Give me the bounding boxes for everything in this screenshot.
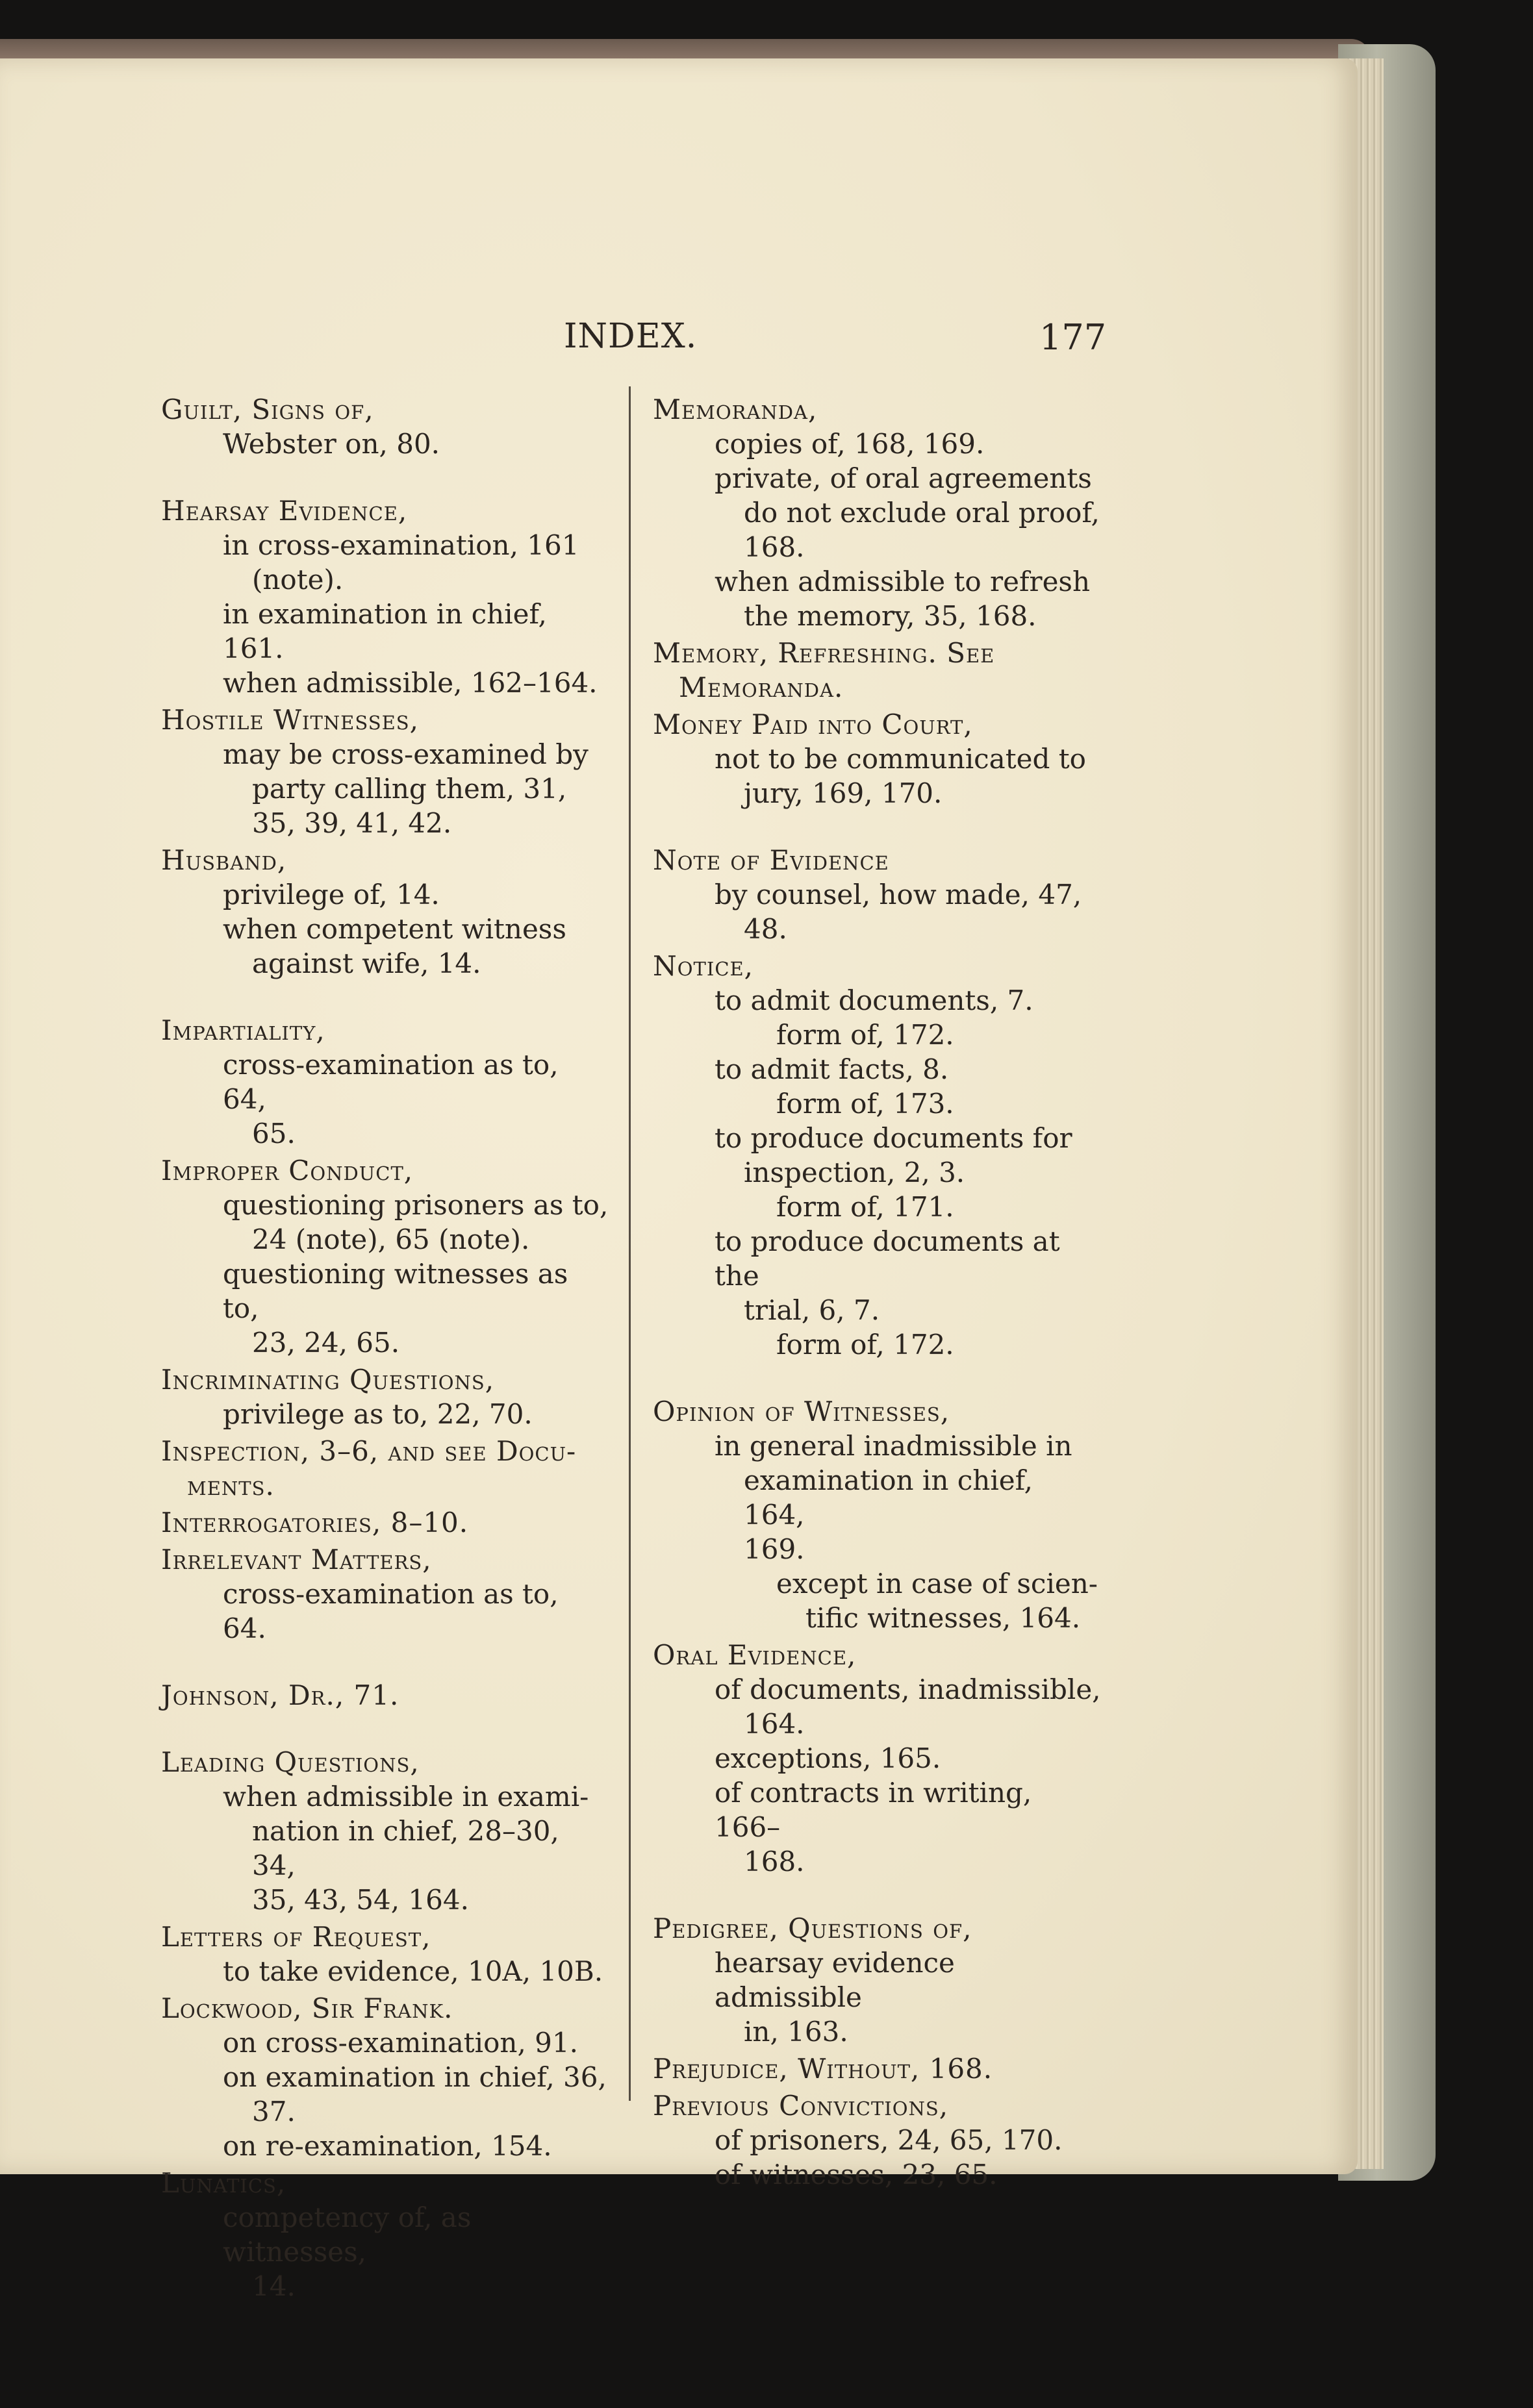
- index-subentry-text: copies of, 168, 169.: [715, 428, 985, 460]
- index-entry: [653, 1394, 1101, 1635]
- book-page: [0, 58, 1358, 2302]
- index-heading-text: Memoranda,: [653, 394, 818, 425]
- index-heading: [161, 1920, 609, 1954]
- index-subentry-text: may be cross-examined by: [223, 738, 589, 770]
- index-subentry-continuation: 164.: [744, 1708, 805, 1740]
- index-heading: [653, 843, 1101, 877]
- index-subentry-text: when admissible in exami-: [223, 1781, 589, 1812]
- index-heading: [653, 392, 1101, 427]
- index-subentry: [161, 1257, 609, 1360]
- index-entry: [161, 1678, 609, 1712]
- index-subentry-text: on examination in chief, 36,: [223, 2061, 607, 2093]
- index-heading-text: Oral Evidence,: [653, 1639, 857, 1671]
- index-entry: [161, 1745, 609, 1917]
- index-subentry: [161, 737, 609, 840]
- index-subentry-text: of witnesses, 23, 65.: [715, 2159, 998, 2190]
- index-entry: [653, 949, 1101, 1362]
- index-heading: [161, 392, 609, 427]
- index-subentry: [653, 427, 1101, 461]
- index-heading: [653, 949, 1101, 983]
- index-subentry-continuation: examination in chief, 164,: [744, 1464, 1033, 1531]
- index-subentry-text: in examination in chief, 161.: [223, 598, 547, 664]
- index-subentry: [653, 877, 1101, 946]
- index-entry: [161, 1542, 609, 1646]
- page-title: INDEX.: [564, 317, 698, 356]
- index-heading: [161, 1542, 609, 1577]
- index-entry: [161, 703, 609, 840]
- index-subentry: [653, 2157, 1101, 2192]
- index-heading-text: Johnson, Dr., 71.: [161, 1679, 399, 1711]
- index-subentry: [653, 2123, 1101, 2157]
- index-heading: [161, 494, 609, 528]
- index-entry: [653, 392, 1101, 633]
- index-subentry: [161, 2025, 609, 2060]
- index-subentry-continuation: jury, 169, 170.: [744, 777, 943, 809]
- page-number: 177: [1039, 317, 1107, 358]
- index-entry: [161, 1920, 609, 1988]
- index-subentry: [653, 1224, 1101, 1327]
- index-subentry: [653, 1946, 1101, 2049]
- index-subentry-text: in cross-examination, 161: [223, 529, 579, 561]
- index-subentry-text: on re-examination, 154.: [223, 2130, 552, 2162]
- index-heading: [161, 1362, 609, 1397]
- index-heading-text: Memory, Refreshing. See: [653, 637, 995, 669]
- index-subentry-continuation: against wife, 14.: [252, 947, 481, 979]
- index-subentry: [653, 1121, 1101, 1190]
- index-subentry-continuation: (note).: [252, 564, 344, 596]
- index-subentry-text: not to be communicated to: [715, 743, 1086, 775]
- index-subentry-continuation: 14.: [252, 2270, 296, 2302]
- index-subentry: [653, 1429, 1101, 1566]
- index-subentry-text: to produce documents at the: [715, 1225, 1060, 1292]
- index-subentry: [653, 983, 1101, 1018]
- index-subentry-text: form of, 172.: [776, 1329, 954, 1361]
- index-heading-continuation: Memoranda.: [679, 671, 844, 703]
- index-subentry-text: of documents, inadmissible,: [715, 1674, 1101, 1705]
- index-subentry: [161, 877, 609, 912]
- index-heading: [653, 1638, 1101, 1672]
- index-entry: [653, 636, 1101, 705]
- index-heading-text: Prejudice, Without, 168.: [653, 2053, 993, 2085]
- index-heading: [161, 843, 609, 877]
- index-subentry: [653, 1086, 1101, 1121]
- index-heading: [161, 703, 609, 737]
- index-entry: [653, 1638, 1101, 1879]
- index-subentry-continuation: 24 (note), 65 (note).: [252, 1223, 530, 1255]
- index-subentry-text: to take evidence, 10A, 10B.: [223, 1955, 603, 1987]
- index-heading: [161, 1991, 609, 2025]
- index-heading: [653, 2051, 1101, 2086]
- index-column-right: [653, 390, 1101, 2192]
- index-subentry: [161, 1047, 609, 1151]
- index-subentry: [653, 1672, 1101, 1741]
- index-heading-text: Lockwood, Sir Frank.: [161, 1992, 453, 2024]
- index-entry: [161, 392, 609, 461]
- index-subentry-continuation: 65.: [252, 1118, 296, 1149]
- index-subentry-text: privilege as to, 22, 70.: [223, 1398, 533, 1430]
- index-heading: [161, 1745, 609, 1779]
- index-subentry: [653, 1018, 1101, 1052]
- index-subentry-continuation: 168.: [744, 531, 805, 563]
- index-subentry-text: Webster on, 80.: [223, 428, 440, 460]
- index-subentry-continuation: 48.: [744, 913, 787, 945]
- index-subentry-text: form of, 172.: [776, 1019, 954, 1051]
- index-subentry-text: to admit facts, 8.: [715, 1053, 949, 1085]
- index-subentry-continuation: the memory, 35, 168.: [744, 600, 1037, 632]
- index-heading: [653, 1394, 1101, 1429]
- index-subentry: [161, 597, 609, 666]
- index-subentry-text: cross-examination as to, 64,: [223, 1049, 559, 1115]
- index-subentry: [161, 2200, 609, 2303]
- index-subentry-continuation: party calling them, 31,: [252, 773, 567, 805]
- index-subentry-continuation: 37.: [252, 2096, 296, 2127]
- index-subentry: [653, 1566, 1101, 1635]
- index-entry: [161, 1362, 609, 1431]
- index-subentry-text: of prisoners, 24, 65, 170.: [715, 2124, 1063, 2156]
- running-head: [0, 317, 1358, 362]
- index-subentry-text: form of, 173.: [776, 1088, 954, 1120]
- index-subentry-text: exceptions, 165.: [715, 1742, 941, 1774]
- index-subentry-continuation: trial, 6, 7.: [744, 1294, 880, 1326]
- index-entry: [161, 1505, 609, 1540]
- index-subentry-text: when admissible, 162–164.: [223, 667, 598, 699]
- index-subentry-continuation: 35, 43, 54, 164.: [252, 1884, 469, 1916]
- index-subentry-text: on cross-examination, 91.: [223, 2027, 578, 2059]
- index-heading-text: Hostile Witnesses,: [161, 704, 419, 736]
- index-subentry: [653, 1741, 1101, 1775]
- index-heading: [653, 707, 1101, 742]
- index-subentry-text: when competent witness: [223, 913, 566, 945]
- index-subentry-text: by counsel, how made, 47,: [715, 879, 1082, 910]
- index-heading-text: Letters of Request,: [161, 1921, 431, 1953]
- index-entry: [161, 843, 609, 981]
- index-subentry: [161, 427, 609, 461]
- index-entry: [161, 1153, 609, 1360]
- index-subentry: [653, 742, 1101, 810]
- index-heading-text: Pedigree, Questions of,: [653, 1913, 972, 1944]
- index-heading: [161, 1505, 609, 1540]
- index-subentry: [161, 2060, 609, 2129]
- index-heading-text: Improper Conduct,: [161, 1155, 414, 1186]
- index-heading-text: Impartiality,: [161, 1014, 325, 1046]
- index-subentry-continuation: 23, 24, 65.: [252, 1327, 400, 1359]
- index-subentry-continuation: nation in chief, 28–30, 34,: [252, 1815, 559, 1881]
- index-subentry-continuation: in, 163.: [744, 2016, 848, 2048]
- index-subentry-continuation: tific witnesses, 164.: [805, 1602, 1081, 1634]
- index-entry: [653, 1911, 1101, 2049]
- index-heading-text: Money Paid into Court,: [653, 709, 973, 740]
- index-heading-text: Opinion of Witnesses,: [653, 1396, 950, 1427]
- index-subentry-text: questioning witnesses as to,: [223, 1258, 568, 1324]
- index-heading-text: Irrelevant Matters,: [161, 1544, 432, 1575]
- index-entry: [653, 707, 1101, 810]
- index-heading-text: Note of Evidence: [653, 844, 889, 876]
- index-entry: [161, 1434, 609, 1503]
- index-subentry-continuation: 35, 39, 41, 42.: [252, 807, 452, 839]
- index-subentry-continuation: inspection, 2, 3.: [744, 1157, 965, 1188]
- index-subentry: [161, 2129, 609, 2163]
- index-subentry: [161, 1954, 609, 1988]
- index-subentry: [161, 912, 609, 981]
- index-subentry-text: when admissible to refresh: [715, 566, 1091, 597]
- index-subentry: [653, 1190, 1101, 1224]
- index-heading-text: Previous Convictions,: [653, 2090, 949, 2122]
- index-heading: [653, 1911, 1101, 1946]
- index-subentry-text: to produce documents for: [715, 1122, 1072, 1154]
- index-entry: [161, 1013, 609, 1151]
- index-subentry-continuation: 168.: [744, 1846, 805, 1877]
- index-entry: [653, 843, 1101, 946]
- index-heading-text: Interrogatories, 8–10.: [161, 1507, 469, 1538]
- index-subentry: [653, 461, 1101, 564]
- index-subentry-continuation: 169.: [744, 1533, 805, 1565]
- index-subentry: [161, 1779, 609, 1917]
- index-heading-text: Hearsay Evidence,: [161, 495, 408, 527]
- index-subentry: [653, 1052, 1101, 1086]
- index-entry: [161, 1991, 609, 2163]
- index-heading-text: Husband,: [161, 844, 287, 876]
- index-heading: [653, 636, 1101, 705]
- index-subentry: [161, 1188, 609, 1257]
- index-heading-text: Leading Questions,: [161, 1746, 420, 1778]
- index-subentry-continuation: do not exclude oral proof,: [744, 497, 1100, 529]
- index-heading: [161, 1013, 609, 1047]
- index-heading-text: Incriminating Questions,: [161, 1364, 495, 1396]
- index-heading: [161, 1153, 609, 1188]
- index-heading-text: Guilt, Signs of,: [161, 394, 374, 425]
- index-entry: [161, 494, 609, 700]
- index-heading-text: Notice,: [653, 950, 754, 982]
- index-subentry-text: hearsay evidence admissible: [715, 1947, 955, 2013]
- index-subentry-text: of contracts in writing, 166–: [715, 1777, 1032, 1843]
- index-heading-continuation: ments.: [187, 1470, 275, 1501]
- index-entry: [161, 2166, 609, 2303]
- index-heading: [161, 1678, 609, 1712]
- index-subentry-text: form of, 171.: [776, 1191, 954, 1223]
- index-subentry-text: private, of oral agreements: [715, 462, 1092, 494]
- index-subentry-text: in general inadmissible in: [715, 1430, 1072, 1462]
- index-subentry: [161, 528, 609, 597]
- index-heading: [653, 2088, 1101, 2123]
- index-entry: [653, 2088, 1101, 2192]
- index-heading: [161, 2166, 609, 2200]
- index-subentry-text: except in case of scien-: [776, 1568, 1098, 1599]
- index-subentry-text: questioning prisoners as to,: [223, 1189, 609, 1221]
- index-subentry: [161, 1577, 609, 1646]
- column-divider: [629, 386, 631, 2101]
- index-subentry: [161, 1397, 609, 1431]
- index-subentry: [653, 1775, 1101, 1879]
- index-subentry: [653, 564, 1101, 633]
- index-heading: [161, 1434, 609, 1503]
- index-heading-text: Inspection, 3–6, and see Docu-: [161, 1435, 577, 1467]
- index-subentry-text: cross-examination as to, 64.: [223, 1578, 559, 1644]
- index-subentry: [653, 1327, 1101, 1362]
- index-subentry-text: privilege of, 14.: [223, 879, 440, 910]
- index-entry: [653, 2051, 1101, 2086]
- index-subentry: [161, 666, 609, 700]
- index-subentry-text: to admit documents, 7.: [715, 985, 1033, 1016]
- index-column-left: [161, 390, 609, 2303]
- index-subentry-text: competency of, as witnesses,: [223, 2201, 472, 2268]
- index-heading-text: Lunatics,: [161, 2167, 286, 2199]
